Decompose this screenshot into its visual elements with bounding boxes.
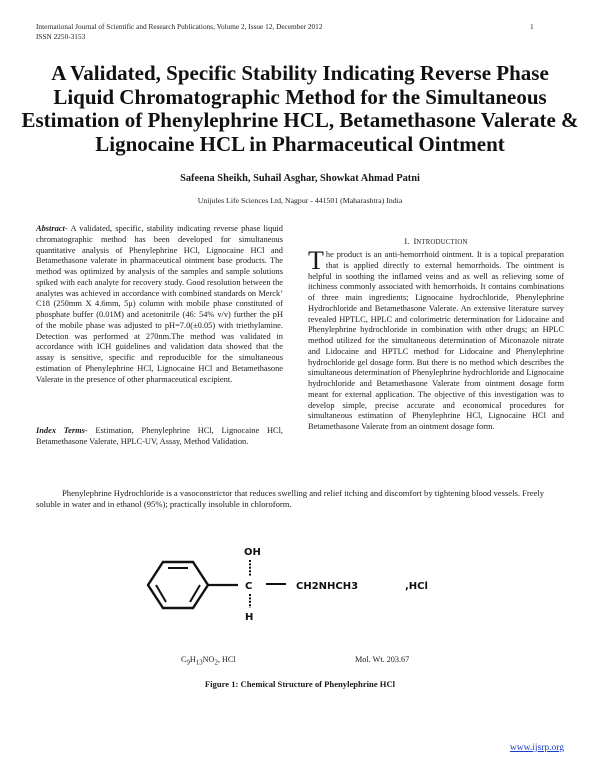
formula-c: C: [181, 655, 187, 664]
substituent-label: CH2NHCH3: [296, 581, 359, 592]
formula-hcl: , HCl: [217, 655, 236, 664]
formula-c-count: 9: [186, 659, 190, 667]
journal-website-link[interactable]: www.ijsrp.org: [509, 743, 564, 753]
abstract-text: - A validated, specific, stability indicating reverse phase liquid chromatographic method has been developed for simultaneous quantitative analysis of Phenylephrine HCl, Lignocaine HCl and Betamethasone valerate in pharmaceutical ointment base products. The method was optimized by analysis of the samples and sample solutions spiked with each analyte for recovery study. Good resolution between the analytes was achieved in accordance with combined standards on Merck’ C18 (250mm X 4.6mm, 5μ) column with mobile phase constituted of phosphate buffer (0.01M) and acetonitrile (46: 54% v/v) further the pH of the mobile phase was adjusted to pH=7.0(±0.05) with triethylamine. Detection was performed at 270nm.The method was validated in accordance with ICH guidelines and validation data showed that the assay is sensitive, specific and reproducible for the simultaneous estimation of Phenylephrine HCl, Lignocaine HCl and Betamethasone Valerate in the presence of other pharmaceutical excipient.: [36, 224, 283, 384]
index-terms-label: Index Terms: [36, 426, 85, 435]
oh-label: OH: [244, 547, 261, 558]
index-terms: [36, 426, 283, 448]
paper-title: A Validated, Specific Stability Indicating Reverse Phase Liquid Chromatographic Method for the Simultaneous Estimation of Phenylephrine HCL, Betamethasone Valerate & Lignocaine HCL in Pharmaceutical Ointment: [21, 61, 579, 156]
salt-label: ,HCl: [405, 581, 428, 592]
abstract: [36, 224, 283, 385]
figure-caption: Figure 1: Chemical Structure of Phenylephrine HCl: [204, 679, 396, 689]
abstract-label: Abstract: [36, 224, 65, 233]
authors: Safeena Sheikh, Suhail Asghar, Showkat Ahmad Patni: [180, 173, 420, 184]
introduction-text: [308, 246, 564, 433]
formula-h: H: [189, 655, 196, 664]
formula-h-count: 13: [195, 659, 203, 667]
molecular-formula: [181, 655, 236, 667]
hydrogen-label: H: [245, 612, 254, 622]
phenylephrine-structure-drawing: [138, 544, 478, 622]
index-terms-text: - Estimation, Phenylephrine HCl, Lignocaine HCl, Betamethasone Valerate, HPLC-UV, Assay, Method Validation.: [36, 426, 283, 446]
issn: ISSN 2250-3153: [36, 31, 86, 41]
formula-o-count: 2: [214, 659, 218, 667]
introduction-body: he product is an anti-hemorrhoid ointment. It is a topical preparation that is applied directly to external hemorrhoids. The ointment is helpful in soothing the inflamed veins and as well as relieving some of itchiness commonly associated with hemorrhoids. It contains combinations of three main ingredients; Lignocaine hydrochloride, Phenylephrine Hydrochloride and Betamethasone Valerate. An extensive literature survey revealed HPTLC, HPLC and colorimetric determination for Lidocaine and Phenylephrine hydrochloride in combination with other drugs; an HPLC method utilized for the simultaneous determination of Miconazole nitrate and Lidocaine and HPTLC method for Lidocaine and Phenylephrine hydrochloride gel dosage form. But there is no method which describes the simultaneous determination of Phenylephrine hydrochloride and Lignocaine hydrochloride and Betamethasone Valerate from ointment dosage form meant for external application. The objective of this investigation was to develop simple, precise accurate and economical procedures for simultaneous estimation of Phenylephrine HCl, Lignocaine HCl and Betamethasone Valerate from an ointment dosage form.: [308, 250, 564, 431]
journal-name: International Journal of Scientific and Research Publications, Volume 2, Issue 12, December 2012: [36, 22, 323, 31]
formula-no: NO: [202, 655, 215, 664]
journal-header: [36, 22, 322, 41]
section-heading-introduction: [308, 237, 564, 246]
page-number: 1: [530, 22, 534, 31]
molecular-weight: Mol. Wt. 203.67: [355, 655, 410, 664]
drop-cap: T: [308, 246, 324, 275]
chemical-structure-figure: [138, 544, 478, 627]
body-paragraph: Phenylephrine Hydrochloride is a vasoconstrictor that reduces swelling and relief itching and discomfort by tightening blood vessels. Freely soluble in water and in ethanol (95%); practically insoluble in chloroform.: [36, 488, 545, 509]
affiliation: Unijules Life Sciences Ltd, Nagpur - 441501 (Maharashtra) India: [197, 196, 403, 205]
section-number: I.: [404, 237, 410, 246]
section-initial: I: [413, 237, 417, 246]
carbon-label: C: [245, 581, 253, 592]
section-title: NTRODUCTION: [416, 239, 468, 246]
